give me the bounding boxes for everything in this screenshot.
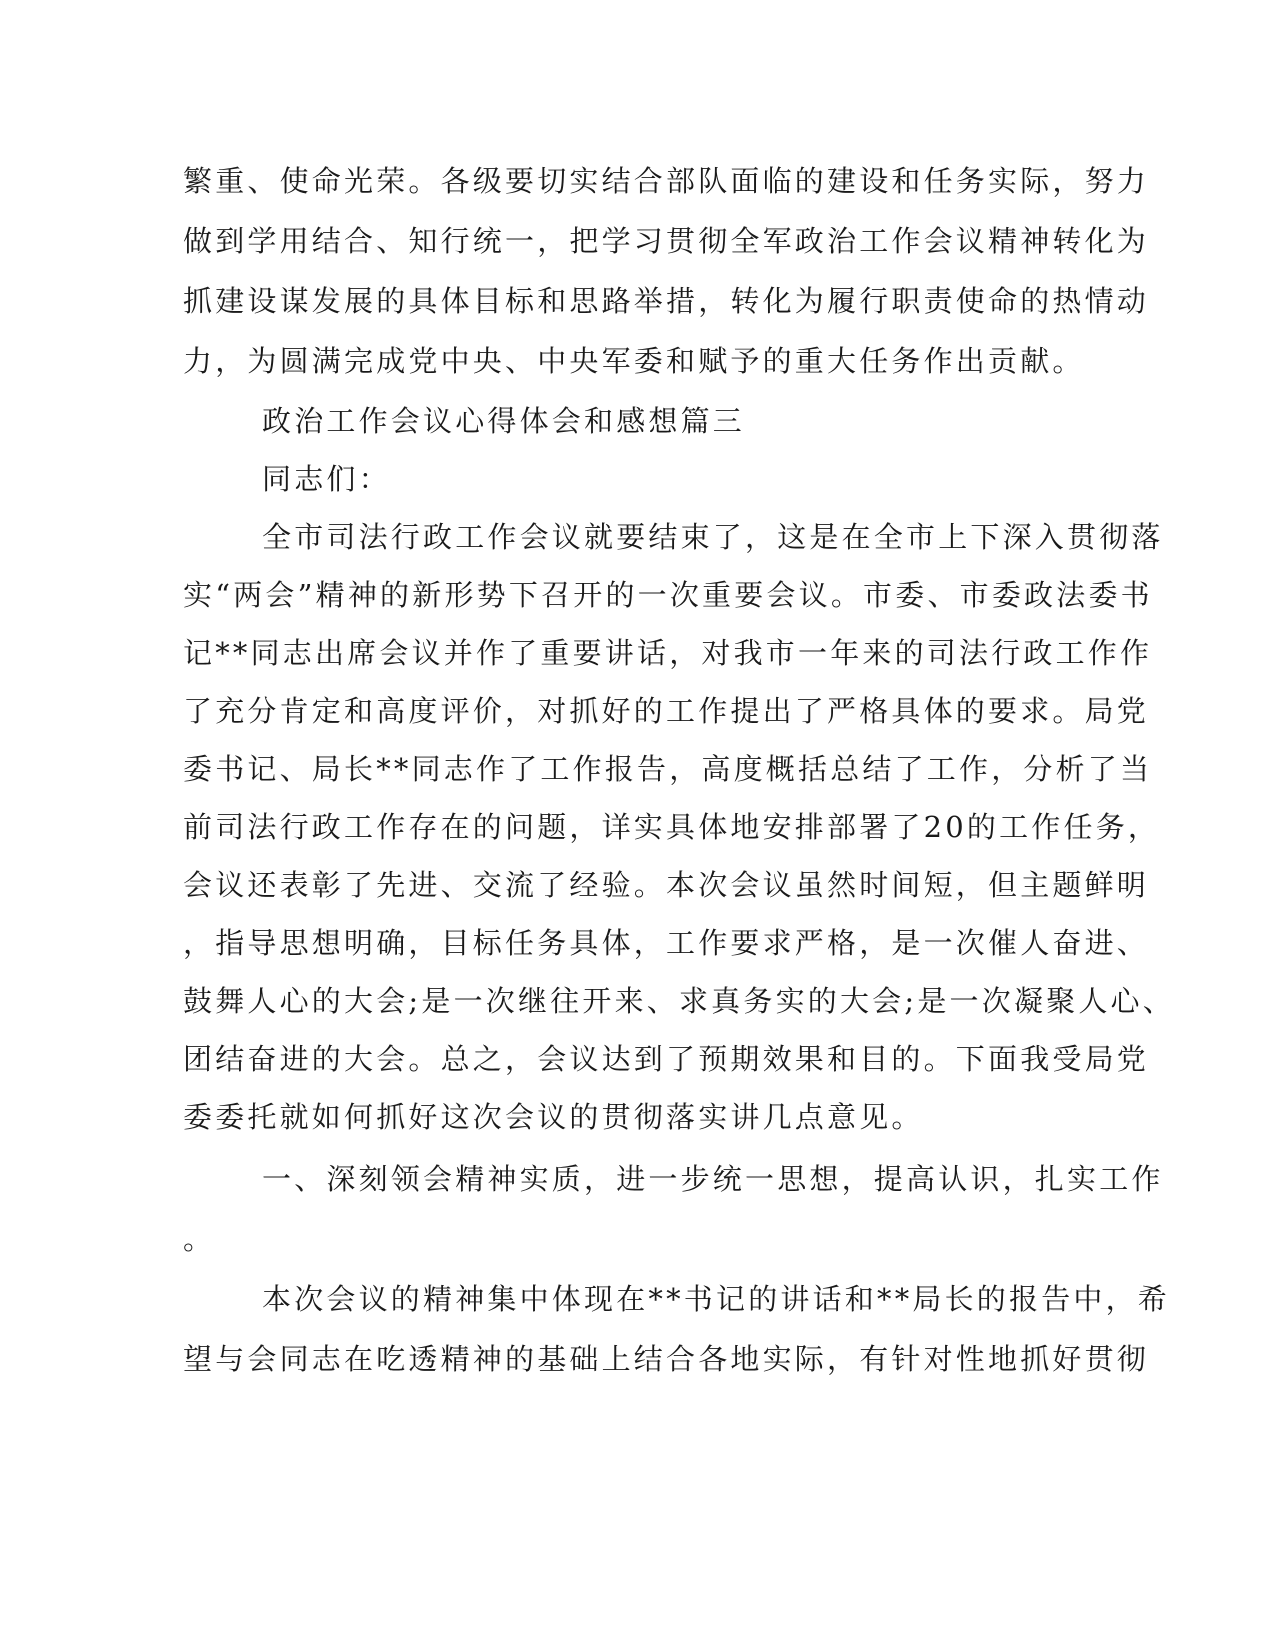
text-line: 做到学用结合、知行统一，把学习贯彻全军政治工作会议精神转化为 [183, 224, 1150, 258]
text-line: 抓建设谋发展的具体目标和思路举措，转化为履行职责使命的热情动 [183, 284, 1150, 318]
text-line: 委委托就如何抓好这次会议的贯彻落实讲几点意见。 [183, 1100, 924, 1134]
text-line: 鼓舞人心的大会;是一次继往开来、求真务实的大会;是一次凝聚人心、 [183, 984, 1175, 1018]
text-line: 委书记、局长**同志作了工作报告，高度概括总结了工作，分析了当 [183, 752, 1153, 786]
section-heading: 政治工作会议心得体会和感想篇三 [262, 404, 746, 438]
text-line: 力，为圆满完成党中央、中央军委和赋予的重大任务作出贡献。 [183, 344, 1085, 378]
text-line: 记**同志出席会议并作了重要讲话，对我市一年来的司法行政工作作 [183, 636, 1153, 670]
text-line: 前司法行政工作存在的问题，详实具体地安排部署了20的工作任务， [183, 810, 1161, 844]
text-line: ，指导思想明确，目标任务具体，工作要求严格，是一次催人奋进、 [183, 926, 1150, 960]
text-line: 。 [183, 1222, 216, 1256]
text-line: 全市司法行政工作会议就要结束了，这是在全市上下深入贯彻落 [262, 520, 1164, 554]
text-line: 繁重、使命光荣。各级要切实结合部队面临的建设和任务实际，努力 [183, 164, 1150, 198]
section-heading: 一、深刻领会精神实质，进一步统一思想，提高认识，扎实工作 [262, 1162, 1164, 1196]
text-line: 了充分肯定和高度评价，对抓好的工作提出了严格具体的要求。局党 [183, 694, 1150, 728]
salutation: 同志们： [262, 462, 391, 496]
text-line: 本次会议的精神集中体现在**书记的讲话和**局长的报告中，希 [262, 1282, 1171, 1316]
text-line: 望与会同志在吃透精神的基础上结合各地实际，有针对性地抓好贯彻 [183, 1342, 1150, 1376]
text-line: 团结奋进的大会。总之，会议达到了预期效果和目的。下面我受局党 [183, 1042, 1150, 1076]
text-line: 实“两会”精神的新形势下召开的一次重要会议。市委、市委政法委书 [183, 578, 1153, 612]
text-line: 会议还表彰了先进、交流了经验。本次会议虽然时间短，但主题鲜明 [183, 868, 1150, 902]
